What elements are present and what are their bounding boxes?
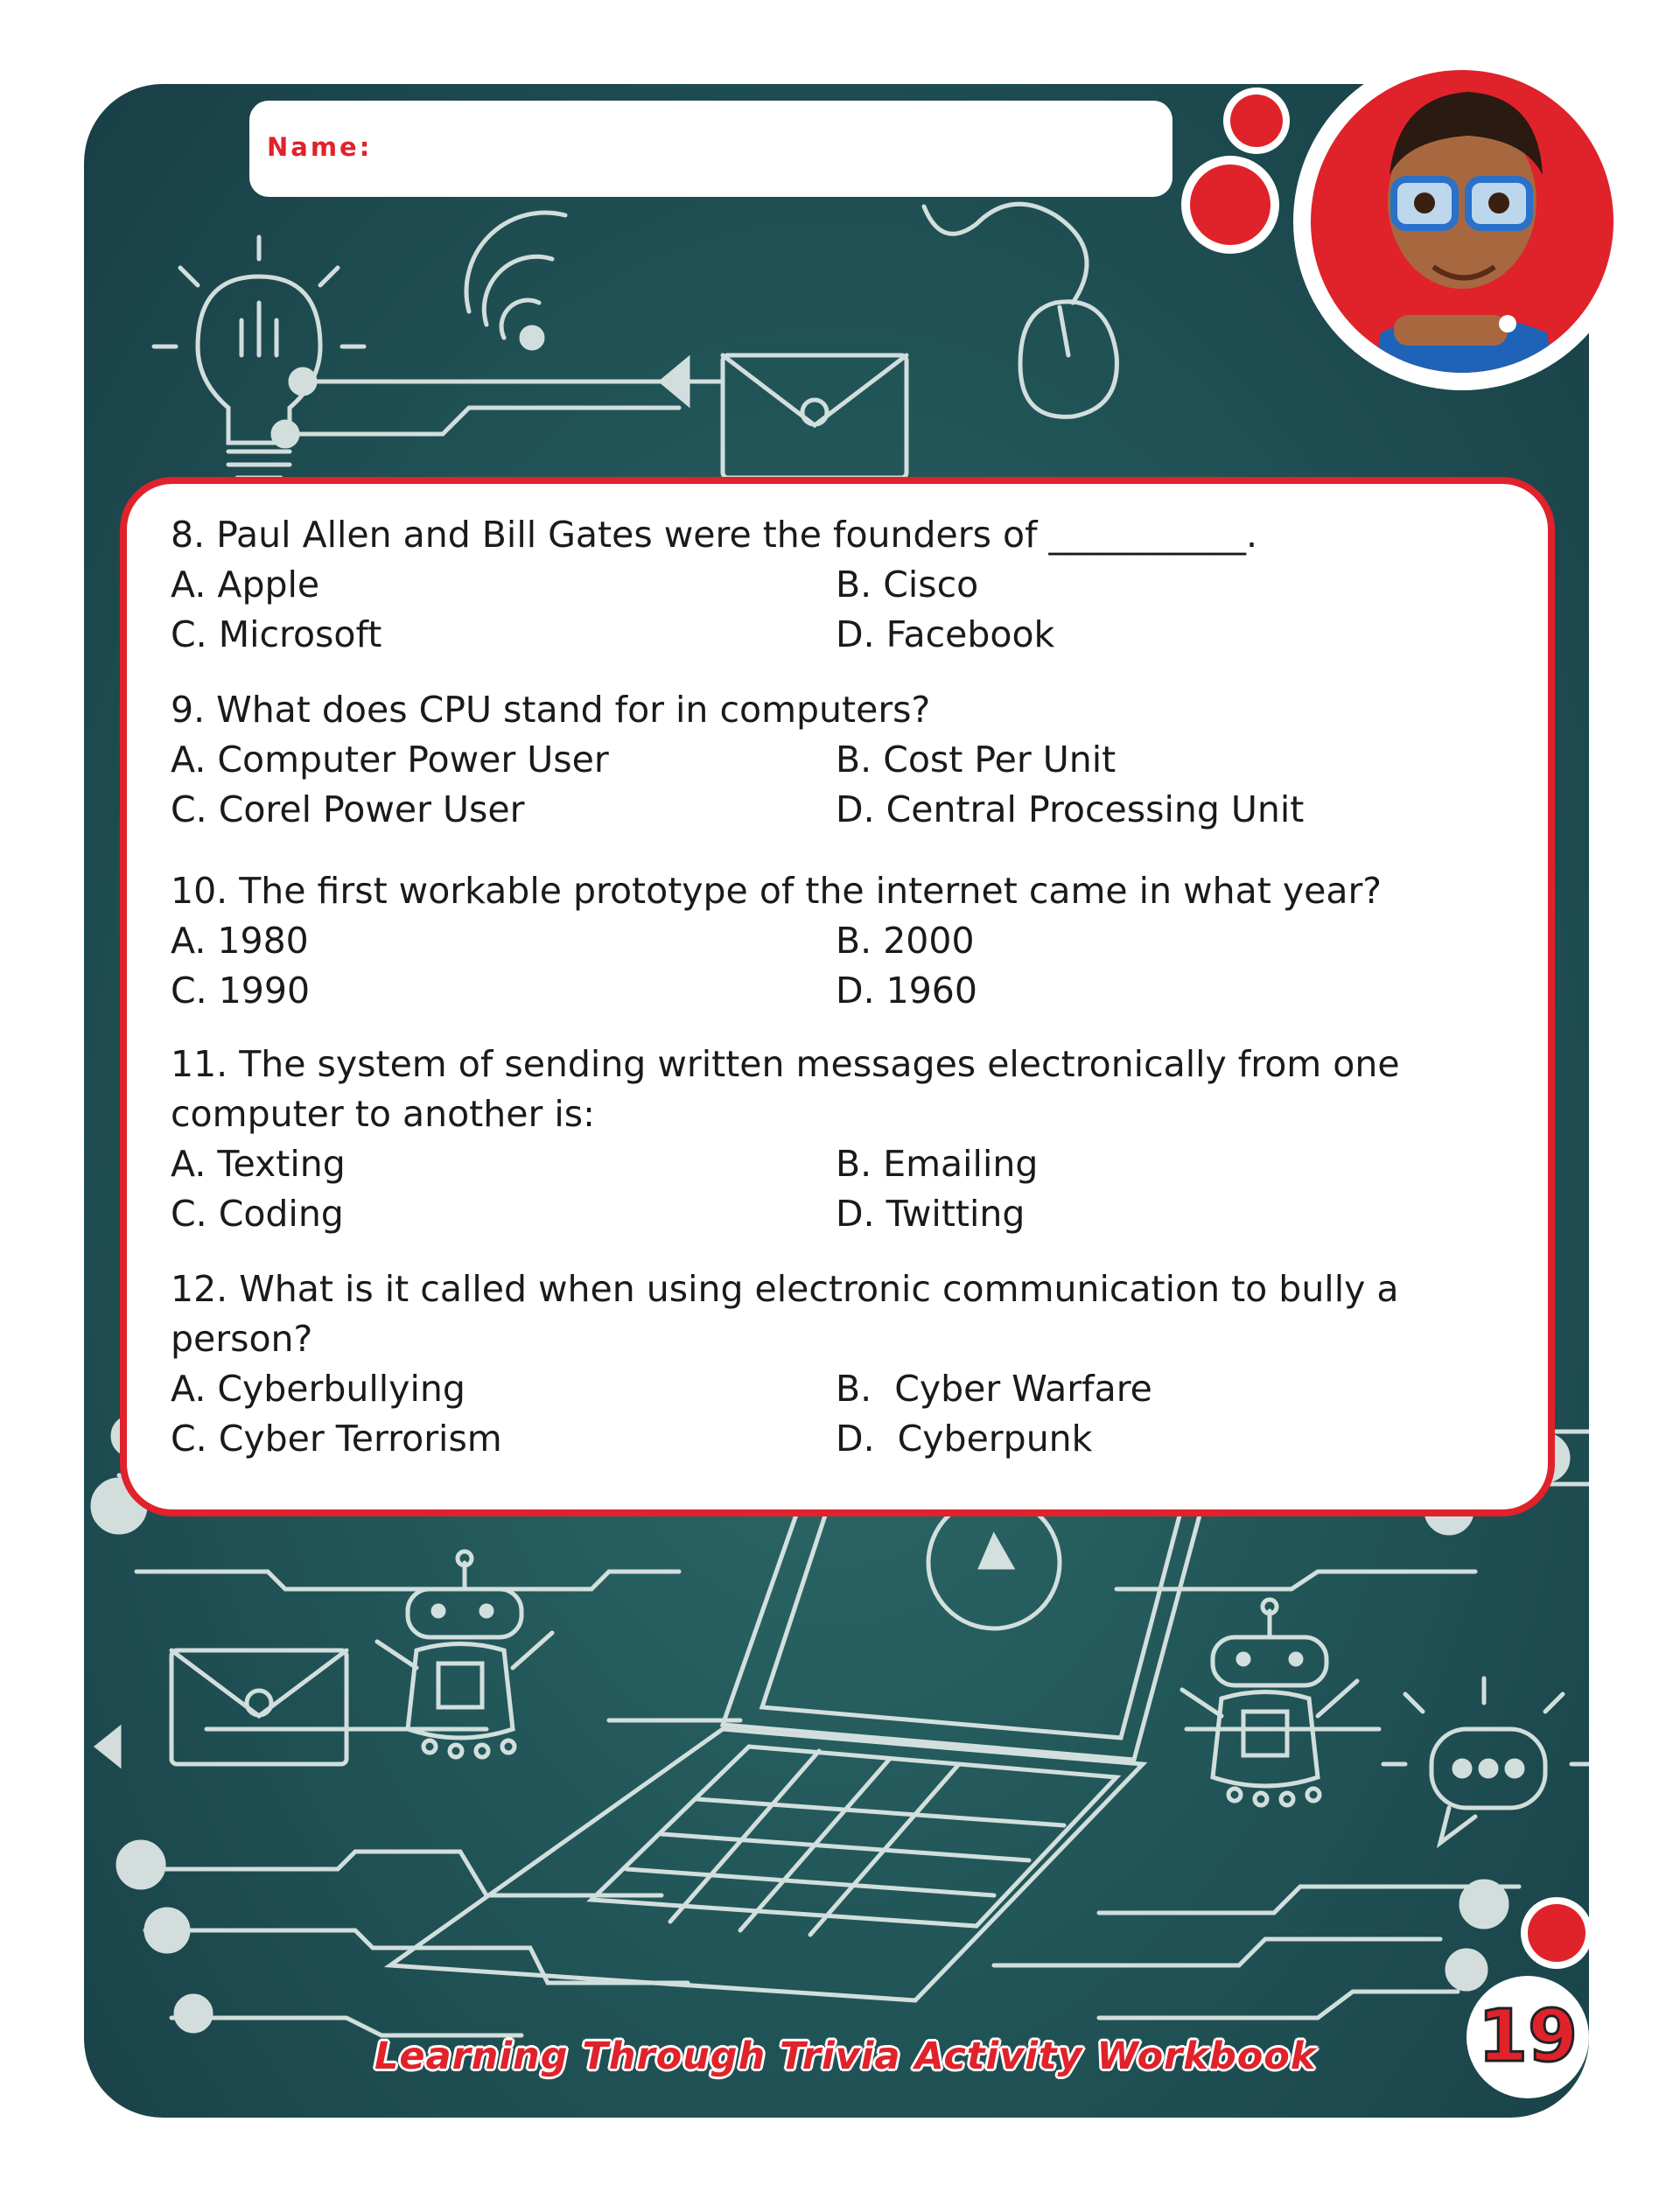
- option-d[interactable]: D. Cyberpunk: [836, 1418, 1093, 1460]
- page-number-badge: [1466, 1976, 1589, 2098]
- mascot-avatar: [1293, 53, 1631, 390]
- decorative-dot: [1190, 165, 1270, 245]
- option-b[interactable]: B. Emailing: [836, 1143, 1039, 1185]
- option-a[interactable]: A. Texting: [171, 1143, 346, 1185]
- question-11-line-1: 11. The system of sending written messages electronically from one: [171, 1043, 1400, 1085]
- page-number: 19: [1477, 1995, 1578, 2078]
- robot-icon-right: [1182, 1600, 1357, 1805]
- option-b[interactable]: B. Cyber Warfare: [836, 1368, 1152, 1410]
- option-c[interactable]: C. Coding: [171, 1193, 344, 1235]
- name-label: Name:: [267, 132, 373, 162]
- option-d[interactable]: D. Facebook: [836, 613, 1055, 655]
- option-b[interactable]: B. 2000: [836, 920, 975, 962]
- option-c[interactable]: C. Cyber Terrorism: [171, 1418, 502, 1460]
- chat-bubble-icon: [1383, 1678, 1589, 1843]
- option-d[interactable]: D. Central Processing Unit: [836, 788, 1305, 830]
- question-12-line-2: person?: [171, 1318, 313, 1360]
- decorative-dot: [1230, 95, 1283, 147]
- name-field[interactable]: [249, 101, 1172, 197]
- decorative-dot: [1528, 1904, 1586, 1962]
- option-d[interactable]: D. 1960: [836, 970, 977, 1012]
- question-11-line-2: computer to another is:: [171, 1093, 595, 1135]
- option-a[interactable]: A. Apple: [171, 564, 320, 606]
- question-9: 9. What does CPU stand for in computers?: [171, 689, 931, 731]
- mascot-boy-icon: [1311, 70, 1614, 373]
- lightbulb-icon: [154, 237, 364, 478]
- option-a[interactable]: A. 1980: [171, 920, 309, 962]
- wifi-icon: [466, 213, 565, 348]
- option-c[interactable]: C. Corel Power User: [171, 788, 525, 830]
- question-8: 8. Paul Allen and Bill Gates were the founders of ___________.: [171, 514, 1258, 556]
- question-10: 10. The first workable prototype of the internet came in what year?: [171, 870, 1382, 912]
- option-b[interactable]: B. Cisco: [836, 564, 979, 606]
- option-c[interactable]: C. 1990: [171, 970, 311, 1012]
- option-a[interactable]: A. Cyberbullying: [171, 1368, 466, 1410]
- email-envelope-icon: [723, 355, 906, 478]
- computer-mouse-icon: [924, 204, 1116, 417]
- option-c[interactable]: C. Microsoft: [171, 613, 382, 655]
- option-d[interactable]: D. Twitting: [836, 1193, 1026, 1235]
- robot-icon-left: [377, 1551, 552, 1757]
- workbook-title: Learning Through Trivia Activity Workbook: [374, 2034, 1317, 2078]
- question-12-line-1: 12. What is it called when using electronic communication to bully a: [171, 1268, 1399, 1310]
- email-envelope-icon-bottom: [172, 1650, 346, 1764]
- quiz-panel: [120, 477, 1555, 1516]
- option-b[interactable]: B. Cost Per Unit: [836, 739, 1116, 781]
- option-a[interactable]: A. Computer Power User: [171, 739, 609, 781]
